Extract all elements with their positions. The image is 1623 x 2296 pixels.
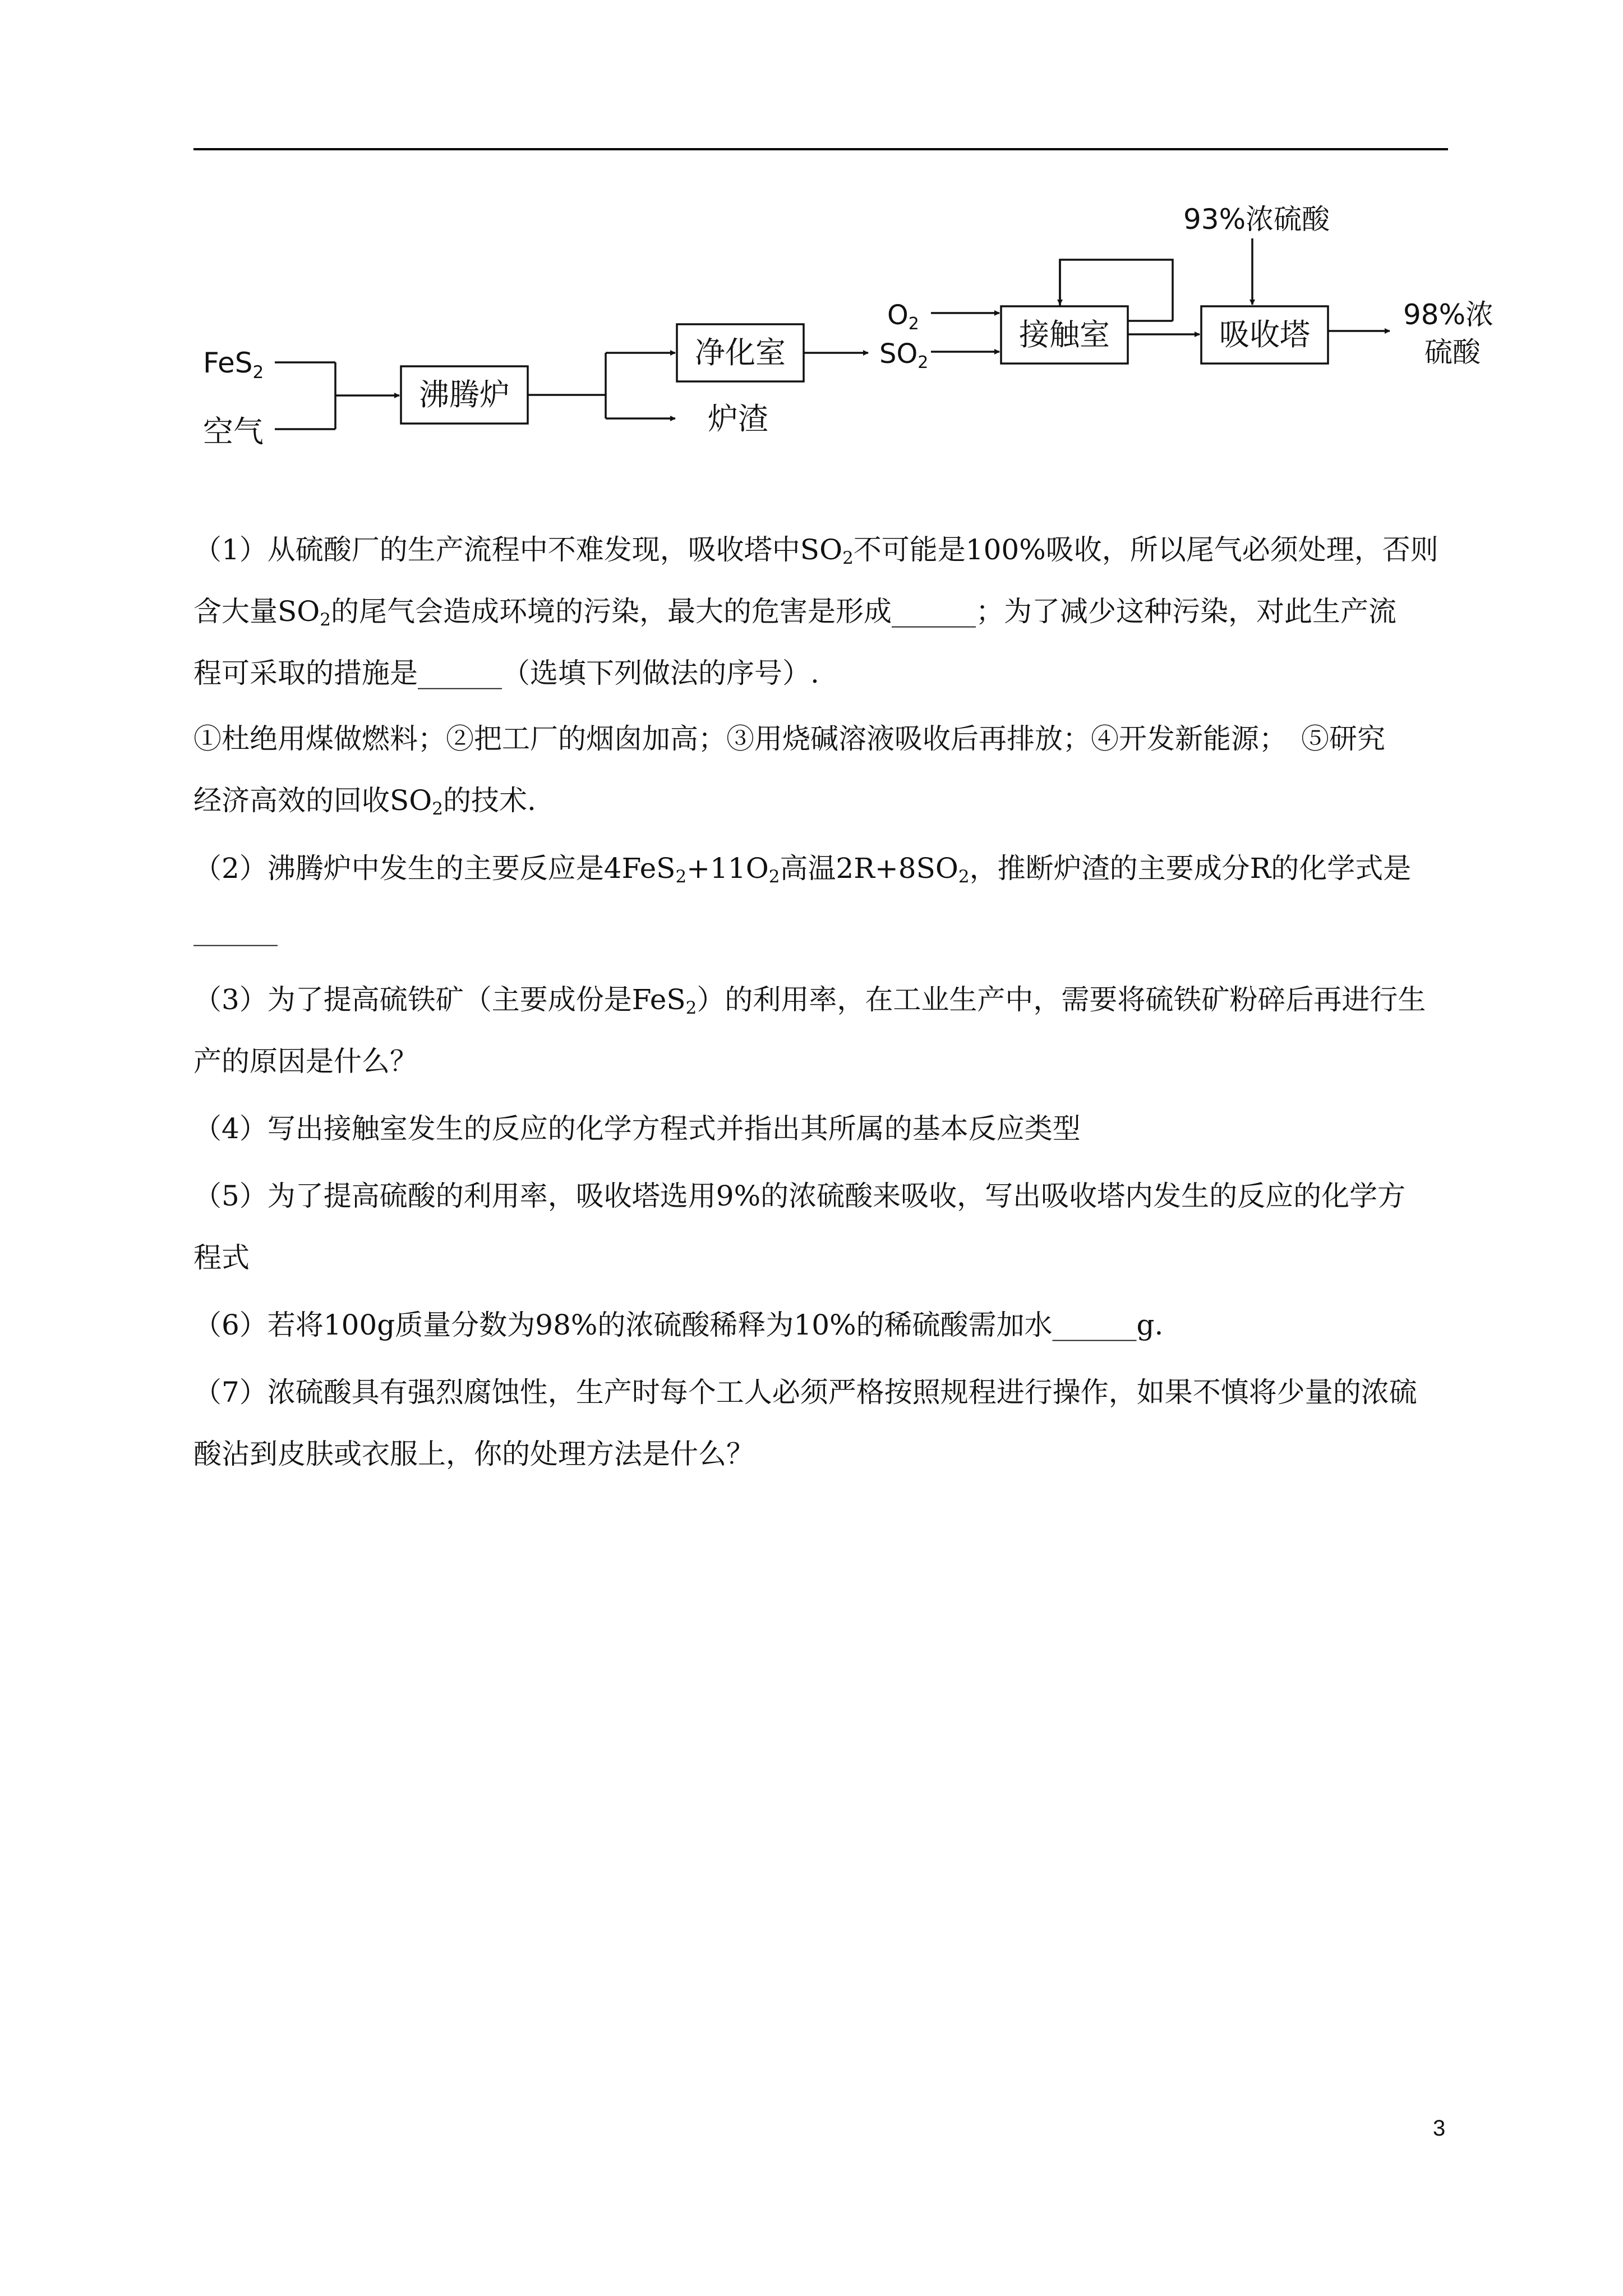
acid-out-label-line1: 98%浓 xyxy=(1403,298,1494,331)
q1-options-line-1: ①杜绝用煤做燃料；②把工厂的烟囱加高；③用烧碱溶液吸收后再排放；④开发新能源； ⑤研究 xyxy=(193,723,1385,755)
so2-subscript: 2 xyxy=(917,353,929,372)
q6-line: （6）若将100g质量分数为98%的浓硫酸稀释为10%的稀硫酸需加水______g. xyxy=(193,1309,1164,1341)
fes2-label: FeS xyxy=(203,347,253,379)
q7-line-1: （7）浓硫酸具有强烈腐蚀性，生产时每个工人必须严格按照规程进行操作，如果不慎将少量的浓硫 xyxy=(193,1376,1417,1409)
o2-subscript: 2 xyxy=(908,314,919,334)
purification-room-label: 净化室 xyxy=(695,335,786,370)
q1-line-1: （1）从硫酸厂的生产流程中不难发现，吸收塔中$SO_2$不可能是100%吸收，所以尾气必须处理，否则 xyxy=(193,533,1438,568)
q3-line-2: 产的原因是什么？ xyxy=(193,1045,418,1078)
page-number: 3 xyxy=(1433,2116,1446,2141)
q7-line-2: 酸沾到皮肤或衣服上，你的处理方法是什么？ xyxy=(193,1438,754,1470)
q2-line-1: （2）沸腾炉中发生的主要反应是$4FeS_2+11O_2$高温$2R+8SO_2$，推断炉渣的主要成分R的化学式是 xyxy=(193,852,1412,887)
svg-text:SO2 xyxy=(879,338,928,372)
absorption-tower-label: 吸收塔 xyxy=(1219,317,1310,352)
o2-label: O xyxy=(887,300,909,331)
q1-line-3: 程可采取的措施是______（选填下列做法的序号）. xyxy=(193,657,819,689)
q1-options-line-2: 经济高效的回收$SO_2$的技术. xyxy=(193,784,536,819)
so2-label: SO xyxy=(879,338,918,370)
svg-text:O2 xyxy=(887,300,919,334)
q5-line-2: 程式 xyxy=(193,1241,250,1274)
air-label: 空气 xyxy=(203,414,264,449)
q5-line-1: （5）为了提高硫酸的利用率，吸收塔选用9%的浓硫酸来吸收，写出吸收塔内发生的反应的化学方 xyxy=(193,1180,1406,1212)
process-flowchart xyxy=(0,0,1623,482)
slag-label: 炉渣 xyxy=(708,401,768,436)
svg-text:FeS2 xyxy=(203,347,264,383)
boiling-furnace-label: 沸腾炉 xyxy=(419,377,510,412)
q3-line-1: （3）为了提高硫铁矿（主要成份是FeS$_2$）的利用率，在工业生产中，需要将硫铁矿粉碎后再进行生 xyxy=(193,983,1426,1018)
acid-out-label-line2: 硫酸 xyxy=(1424,336,1481,369)
q4-line: （4）写出接触室发生的反应的化学方程式并指出其所属的基本反应类型 xyxy=(193,1112,1081,1145)
contact-room-label: 接触室 xyxy=(1019,317,1110,352)
q2-blank: ______ xyxy=(193,914,278,946)
acid-in-label: 93%浓硫酸 xyxy=(1183,203,1330,236)
fes2-subscript: 2 xyxy=(252,362,264,383)
q1-line-2: 含大量$SO_2$的尾气会造成环境的污染，最大的危害是形成______；为了减少这种污染，对此生产流 xyxy=(193,595,1396,630)
